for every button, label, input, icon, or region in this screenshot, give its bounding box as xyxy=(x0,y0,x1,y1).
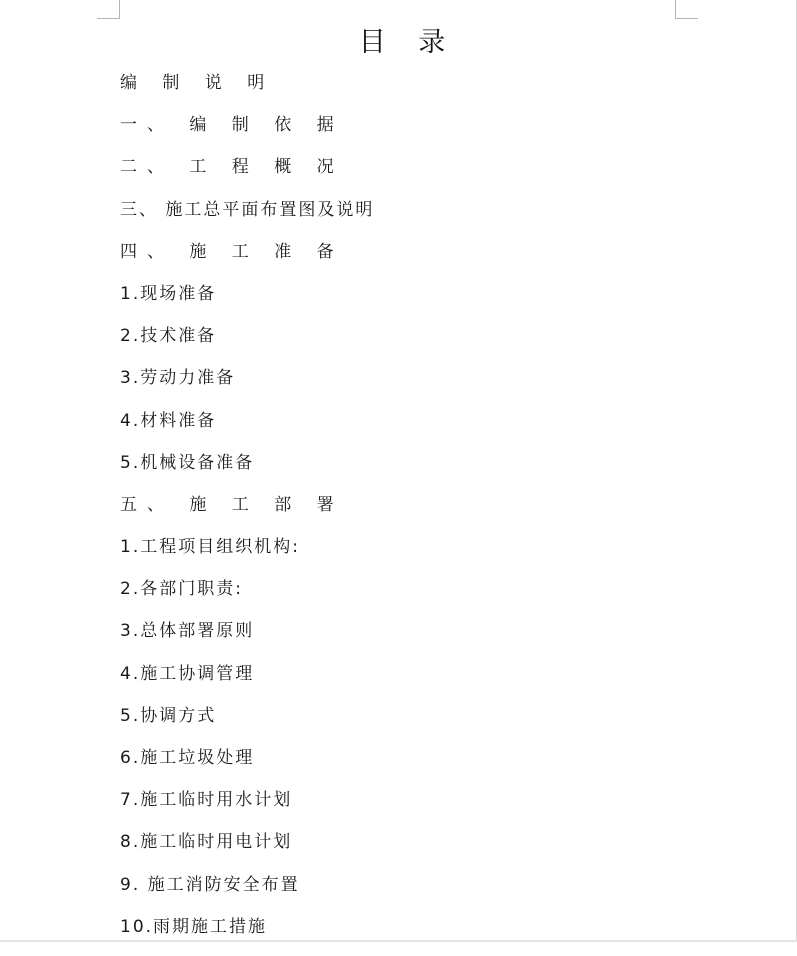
toc-entry[interactable]: 5.协调方式 xyxy=(120,705,217,726)
page-title: 目 录 xyxy=(358,27,458,58)
toc-entry[interactable]: 五、 施 工 部 署 xyxy=(120,494,344,515)
toc-entry[interactable]: 1.现场准备 xyxy=(120,283,217,304)
toc-entry[interactable]: 6.施工垃圾处理 xyxy=(120,748,255,768)
crop-mark-top-left-vertical xyxy=(119,0,120,18)
toc-entry[interactable]: 三、 施工总平面布置图及说明 xyxy=(120,199,375,220)
crop-mark-top-right-vertical xyxy=(675,0,676,18)
toc-entry[interactable]: 2.技术准备 xyxy=(120,326,217,347)
crop-mark-top-left-horizontal xyxy=(97,18,120,19)
toc-entry[interactable]: 4.施工协调管理 xyxy=(120,663,255,684)
toc-entry[interactable]: 9. 施工消防安全布置 xyxy=(120,874,300,895)
toc-entry[interactable]: 一、 编 制 依 据 xyxy=(120,115,344,136)
toc-entry[interactable]: 编 制 说 明 xyxy=(120,73,275,93)
toc-entry[interactable]: 2.各部门职责: xyxy=(120,579,243,600)
toc-entry[interactable]: 10.雨期施工措施 xyxy=(120,916,268,937)
toc-entry[interactable]: 3.劳动力准备 xyxy=(120,368,236,389)
toc-entry[interactable]: 8.施工临时用电计划 xyxy=(120,832,293,853)
toc-entry[interactable]: 7.施工临时用水计划 xyxy=(120,790,293,811)
toc-entry[interactable]: 1.工程项目组织机构: xyxy=(120,537,300,558)
toc-entry[interactable]: 3.总体部署原则 xyxy=(120,621,255,642)
table-of-contents xyxy=(120,70,374,956)
toc-entry[interactable]: 二、 工 程 概 况 xyxy=(120,157,344,178)
toc-entry[interactable]: 5.机械设备准备 xyxy=(120,452,255,473)
crop-mark-top-right-horizontal xyxy=(675,18,698,19)
toc-entry[interactable]: 4.材料准备 xyxy=(120,410,217,431)
toc-entry[interactable]: 四、 施 工 准 备 xyxy=(120,241,344,262)
